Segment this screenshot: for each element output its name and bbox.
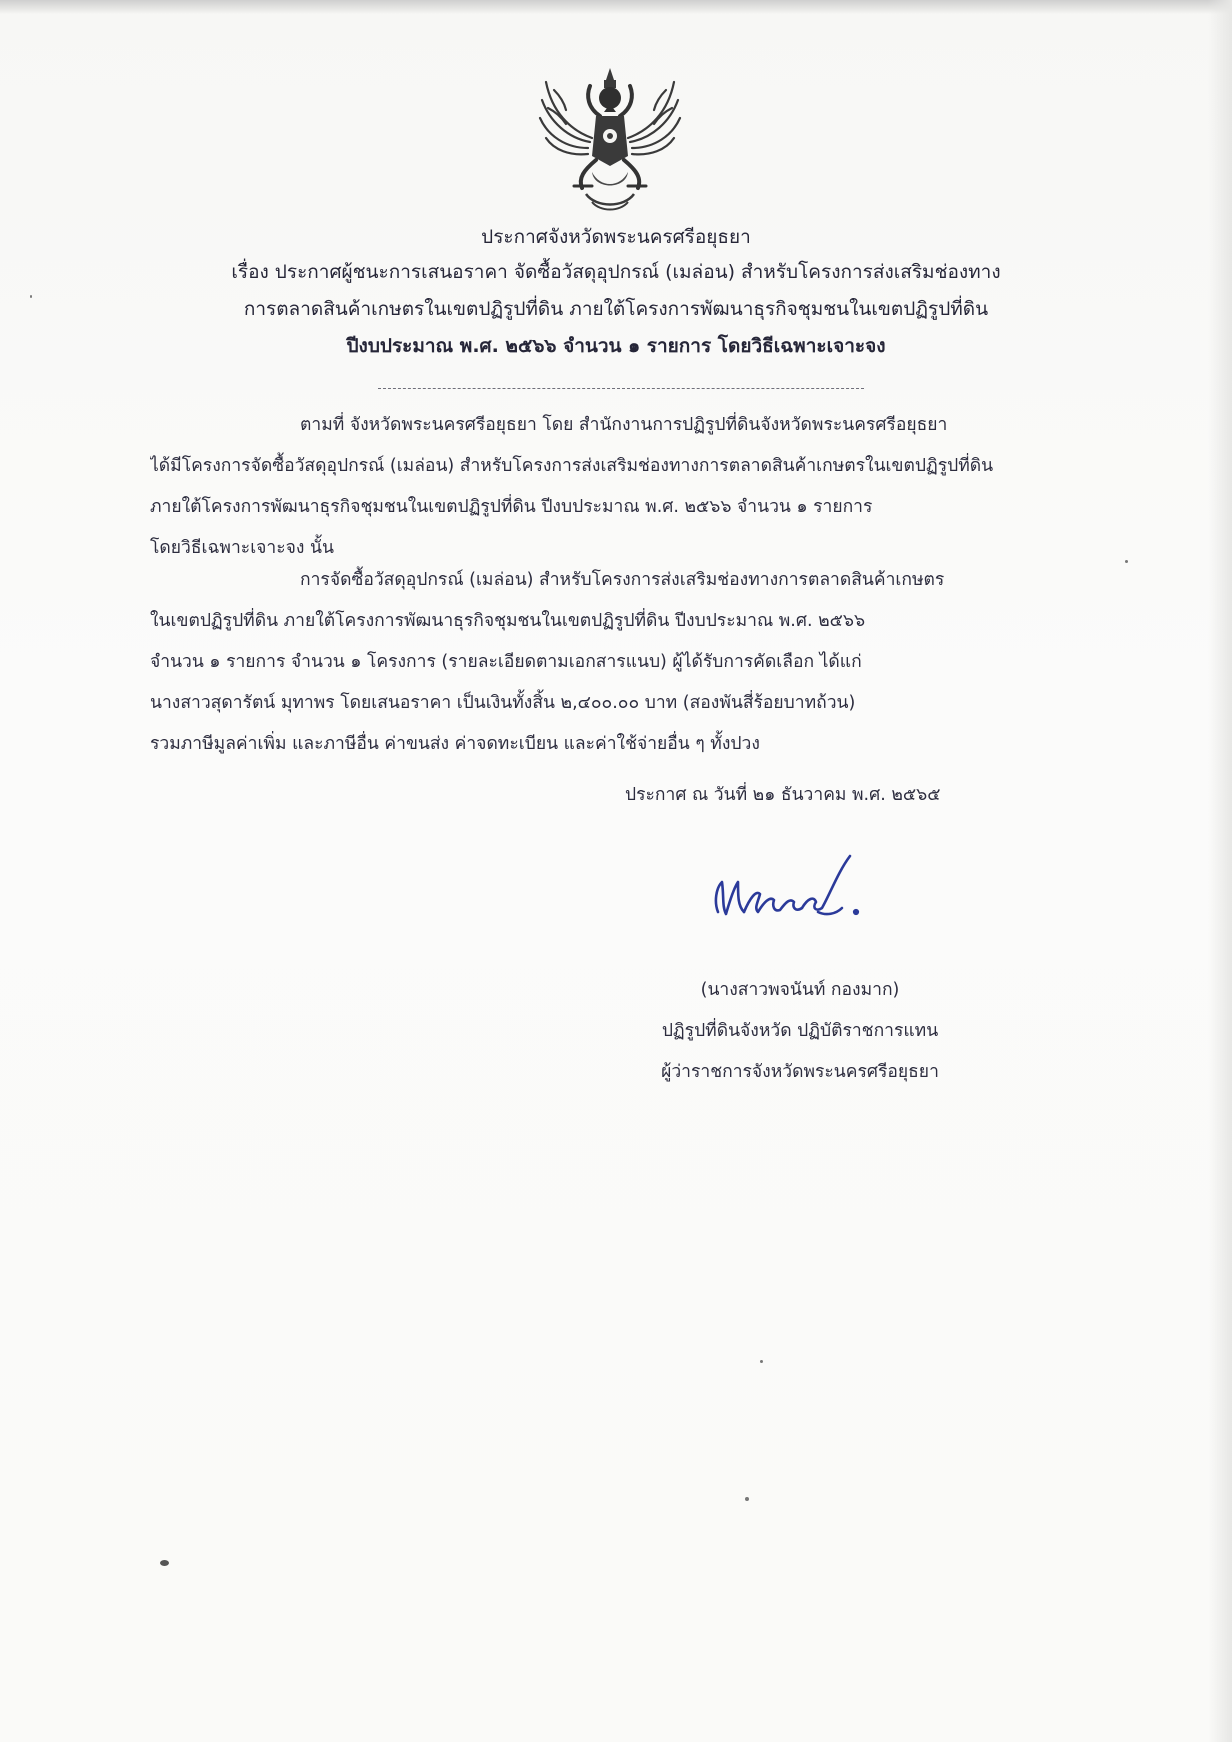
signer-name: (นางสาวพจนันท์ กองมาก) bbox=[700, 980, 900, 1000]
announcement-date: ประกาศ ณ วันที่ ๒๑ ธันวาคม พ.ศ. ๒๕๖๕ bbox=[625, 785, 941, 805]
paragraph-2-line-4: นางสาวสุดารัตน์ มุทาพร โดยเสนอราคา เป็นเงินทั้งสิ้น ๒,๔๐๐.๐๐ บาท (สองพันสี่ร้อยบาทถ้วน) bbox=[150, 693, 856, 713]
paragraph-2 bbox=[150, 560, 1085, 765]
paragraph-2-line-1: การจัดซื้อวัสดุอุปกรณ์ (เมล่อน) สำหรับโครงการส่งเสริมช่องทางการตลาดสินค้าเกษตร bbox=[300, 570, 945, 590]
paragraph-2-line-2: ในเขตปฏิรูปที่ดิน ภายใต้โครงการพัฒนาธุรกิจชุมชนในเขตปฏิรูปที่ดิน ปีงบประมาณ พ.ศ. ๒๕๖๖ bbox=[150, 611, 866, 631]
paragraph-1-line-1: ตามที่ จังหวัดพระนครศรีอยุธยา โดย สำนักงานการปฏิรูปที่ดินจังหวัดพระนครศรีอยุธยา bbox=[300, 415, 948, 435]
paragraph-2-line-5: รวมภาษีมูลค่าเพิ่ม และภาษีอื่น ค่าขนส่ง ค่าจดทะเบียน และค่าใช้จ่ายอื่น ๆ ทั้งปวง bbox=[150, 734, 760, 754]
garuda-emblem-icon bbox=[530, 60, 690, 220]
paragraph-1-line-4: โดยวิธีเฉพาะเจาะจง นั้น bbox=[150, 538, 334, 558]
dashed-divider bbox=[378, 388, 864, 389]
paragraph-1 bbox=[150, 405, 1085, 569]
paragraph-2-line-3: จำนวน ๑ รายการ จำนวน ๑ โครงการ (รายละเอียดตามเอกสารแนบ) ผู้ได้รับการคัดเลือก ได้แก่ bbox=[150, 652, 862, 672]
signer-block bbox=[560, 970, 1040, 1093]
paragraph-1-line-3: ภายใต้โครงการพัฒนาธุรกิจชุมชนในเขตปฏิรูปที่ดิน ปีงบประมาณ พ.ศ. ๒๕๖๖ จำนวน ๑ รายการ bbox=[150, 497, 873, 517]
scan-speck bbox=[30, 295, 32, 298]
scan-speck bbox=[745, 1497, 749, 1501]
scan-top-edge bbox=[0, 0, 1232, 14]
scan-speck bbox=[160, 1560, 169, 1566]
scan-speck bbox=[760, 1360, 763, 1363]
paragraph-1-line-2: ได้มีโครงการจัดซื้อวัสดุอุปกรณ์ (เมล่อน) สำหรับโครงการส่งเสริมช่องทางการตลาดสินค้าเกษตรในเขตปฏิรูปที่ดิน bbox=[150, 456, 994, 476]
announcement-title: ประกาศจังหวัดพระนครศรีอยุธยา bbox=[481, 226, 751, 248]
subject-line-3: ปีงบประมาณ พ.ศ. ๒๕๖๖ จำนวน ๑ รายการ โดยวิธีเฉพาะเจาะจง bbox=[346, 335, 886, 357]
scan-speck bbox=[1125, 560, 1128, 563]
subject-line-2: การตลาดสินค้าเกษตรในเขตปฏิรูปที่ดิน ภายใต้โครงการพัฒนาธุรกิจชุมชนในเขตปฏิรูปที่ดิน bbox=[243, 298, 989, 320]
handwritten-signature-icon bbox=[700, 842, 910, 932]
subject-line-1: เรื่อง ประกาศผู้ชนะการเสนอราคา จัดซื้อวัสดุอุปกรณ์ (เมล่อน) สำหรับโครงการส่งเสริมช่องทาง bbox=[231, 261, 1001, 283]
signer-position-1: ปฏิรูปที่ดินจังหวัด ปฏิบัติราชการแทน bbox=[661, 1021, 939, 1041]
signer-position-2: ผู้ว่าราชการจังหวัดพระนครศรีอยุธยา bbox=[661, 1062, 939, 1082]
